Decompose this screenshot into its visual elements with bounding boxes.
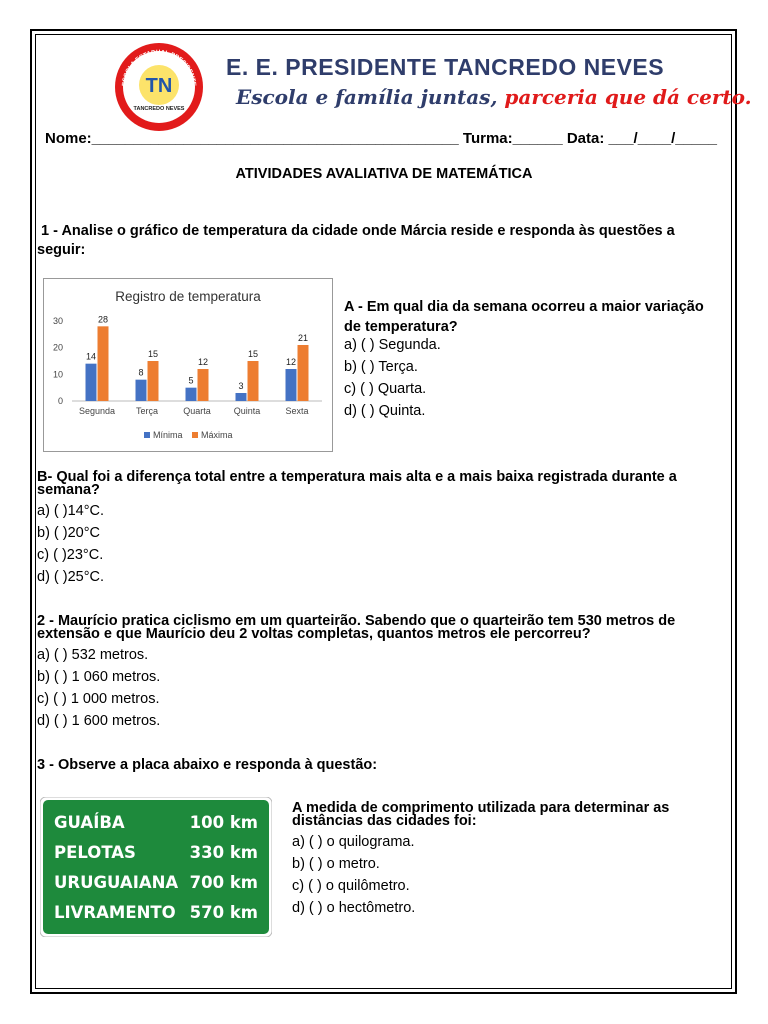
sign-distance-3: 700 km: [189, 873, 258, 892]
legend-label-0: Mínima: [153, 430, 183, 440]
q1b-option-d[interactable]: d) ( )25°C.: [37, 569, 105, 585]
q1-prompt-line-2: seguir:: [37, 242, 86, 258]
logo-initials: TN: [145, 75, 173, 97]
q1a-prompt-line-1: A - Em qual dia da semana ocorreu a maior variação: [344, 299, 704, 315]
q1b-option-c[interactable]: c) ( )23°C.: [37, 547, 104, 563]
sign-distance-2: 330 km: [189, 843, 258, 862]
q1b-option-a[interactable]: a) ( )14°C.: [37, 503, 105, 519]
q2-option-d[interactable]: d) ( ) 1 600 metros.: [37, 713, 161, 729]
legend-swatch-1: [192, 432, 198, 438]
q1-prompt-line-1: 1 - Analise o gráfico de temperatura da cidade onde Márcia reside e responda às questões a: [37, 223, 675, 239]
x-tick-label-0: Segunda: [78, 406, 116, 416]
q3-option-d[interactable]: d) ( ) o hectômetro.: [292, 900, 416, 916]
student-fields-line: Nome:____________________________________________ Turma:______ Data: ___/____/_____: [45, 130, 717, 147]
data-label-máxima-1: 15: [147, 349, 159, 359]
x-tick-label-1: Terça: [135, 406, 159, 416]
q3-question-line-1: A medida de comprimento utilizada para determinar as: [292, 800, 670, 816]
q3-prompt: 3 - Observe a placa abaixo e responda à questão:: [37, 757, 378, 773]
sign-distance-1: 100 km: [189, 813, 258, 832]
q1b-prompt-line-2: semana?: [37, 482, 100, 498]
y-tick-label-1: 10: [52, 369, 63, 380]
bar-máxima-4: [298, 345, 309, 401]
q2-prompt-line-2: extensão e que Maurício deu 2 voltas completas, quantos metros ele percorreu?: [37, 626, 591, 642]
school-name: E. E. PRESIDENTE TANCREDO NEVES: [226, 54, 665, 80]
q1a-prompt-line-2: de temperatura?: [344, 319, 458, 335]
q1a-option-d[interactable]: d) ( ) Quinta.: [344, 403, 426, 419]
data-label-mínima-2: 5: [188, 375, 194, 386]
legend-swatch-0: [144, 432, 150, 438]
y-tick-label-2: 20: [52, 342, 63, 353]
q1a-prompt: [344, 297, 704, 337]
school-motto: [236, 85, 752, 109]
temperature-chart: [43, 278, 333, 452]
motto-part-2: parceria que dá certo.: [504, 85, 752, 109]
bar-mínima-3: [236, 393, 247, 401]
bar-mínima-1: [136, 380, 147, 401]
page-title: ATIVIDADES AVALIATIVA DE MATEMÁTICA: [235, 166, 533, 182]
logo-arc-text: ESCOLA ESTADUAL PRESIDENTE: [120, 48, 198, 87]
q2-option-c[interactable]: c) ( ) 1 000 metros.: [37, 691, 160, 707]
q1a-option-c[interactable]: c) ( ) Quarta.: [344, 381, 427, 397]
data-label-máxima-4: 21: [297, 333, 309, 343]
bar-mínima-4: [286, 369, 297, 401]
bar-máxima-3: [248, 361, 259, 401]
sign-city-4: LIVRAMENTO: [54, 903, 176, 922]
sign-city-2: PELOTAS: [54, 843, 136, 862]
q3-option-b[interactable]: b) ( ) o metro.: [292, 856, 380, 872]
y-tick-label-3: 30: [52, 316, 63, 326]
bar-máxima-1: [148, 361, 159, 401]
data-label-mínima-3: 3: [238, 381, 244, 391]
q3-question-line-2: distâncias das cidades foi:: [292, 813, 477, 829]
q2-option-a[interactable]: a) ( ) 532 metros.: [37, 647, 149, 663]
bar-máxima-2: [198, 369, 209, 401]
x-tick-label-3: Quinta: [233, 406, 261, 416]
legend-label-1: Máxima: [201, 430, 233, 440]
temperature-chart-svg: [44, 279, 332, 451]
q3-option-a[interactable]: a) ( ) o quilograma.: [292, 834, 415, 850]
data-label-máxima-2: 12: [197, 357, 209, 367]
motto-part-1: Escola e família juntas,: [236, 85, 498, 109]
data-label-máxima-0: 28: [97, 314, 109, 325]
data-label-máxima-3: 15: [247, 349, 259, 359]
chart-title: Registro de temperatura: [115, 289, 261, 304]
q1a-option-a[interactable]: a) ( ) Segunda.: [344, 337, 441, 353]
q3-option-c[interactable]: c) ( ) o quilômetro.: [292, 878, 410, 894]
data-label-mínima-0: 14: [85, 351, 97, 362]
x-tick-label-4: Sexta: [285, 406, 309, 416]
q2-prompt-line-1: 2 - Maurício pratica ciclismo em um quarteirão. Sabendo que o quarteirão tem 530 metros de: [37, 613, 676, 629]
y-tick-label-0: 0: [57, 396, 63, 406]
x-tick-label-2: Quarta: [183, 406, 211, 416]
data-label-mínima-1: 8: [138, 367, 144, 378]
q1b-option-b[interactable]: b) ( )20°C: [37, 525, 101, 541]
q2-option-b[interactable]: b) ( ) 1 060 metros.: [37, 669, 161, 685]
sign-city-3: URUGUAIANA: [54, 873, 179, 892]
school-logo: [110, 42, 208, 132]
q1b-prompt-line-1: B- Qual foi a diferença total entre a temperatura mais alta e a mais baixa registrada durante a: [37, 469, 677, 485]
q1a-option-b[interactable]: b) ( ) Terça.: [344, 359, 418, 375]
bar-máxima-0: [98, 326, 109, 401]
data-label-mínima-4: 12: [285, 357, 297, 367]
sign-distance-4: 570 km: [189, 903, 258, 922]
sign-city-1: GUAÍBA: [54, 813, 125, 832]
bar-mínima-0: [86, 364, 97, 401]
bar-mínima-2: [186, 388, 197, 401]
logo-bottom-text: TANCREDO NEVES: [133, 106, 185, 112]
road-sign: [40, 797, 272, 937]
